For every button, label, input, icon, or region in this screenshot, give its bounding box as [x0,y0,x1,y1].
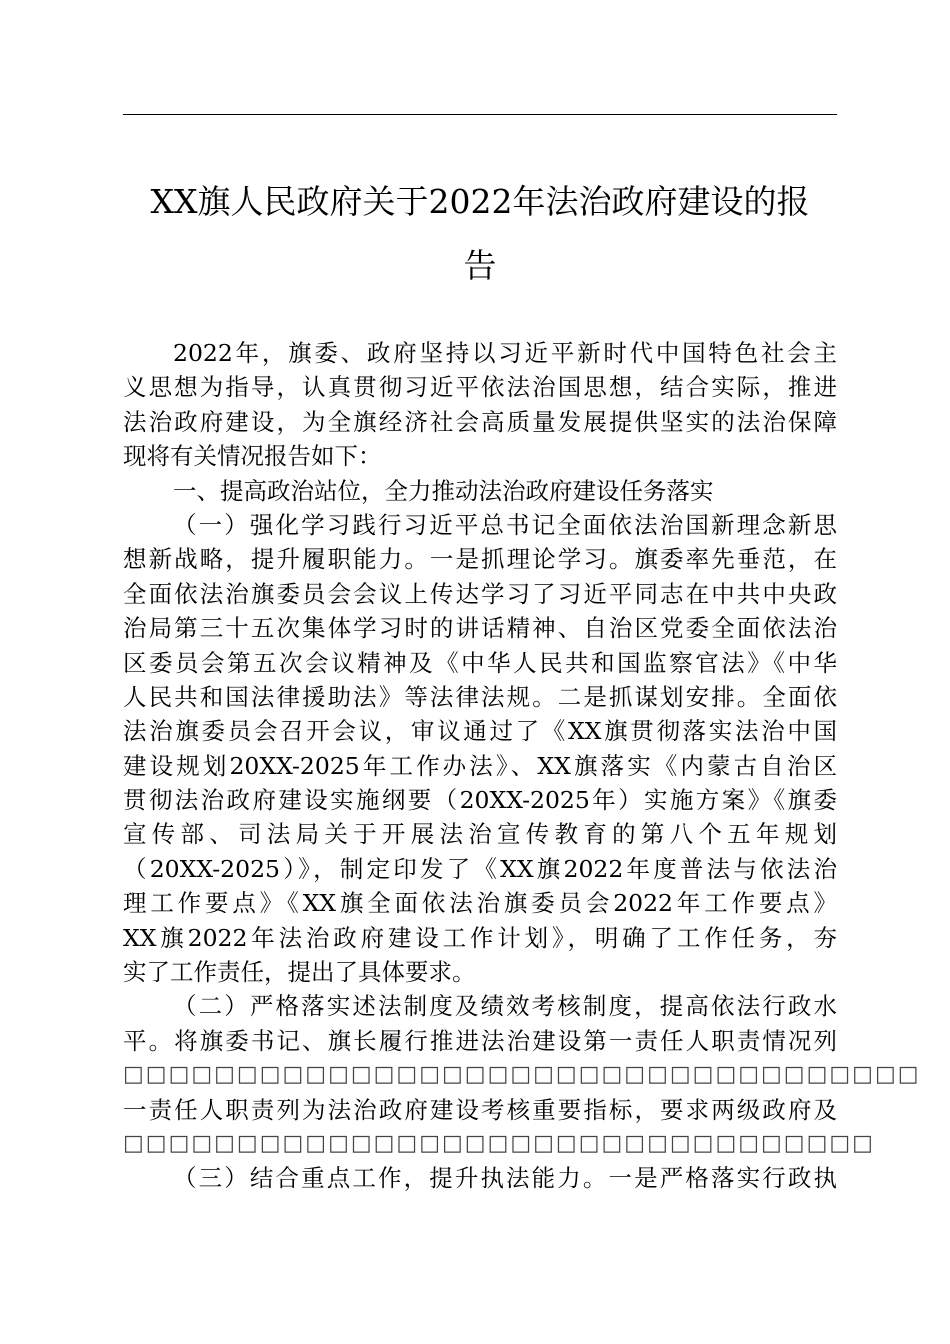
document-title [118,170,842,298]
body-line: XX旗2022年法治政府建设工作计划》，明确了工作任务，夯 [123,923,837,952]
subsection-heading: （三）结合重点工作，提升执法能力。一是严格落实行政执 [173,1164,837,1193]
body-line: 2022年，旗委、政府坚持以习近平新时代中国特色社会主 [173,339,837,367]
section-heading: 一、提高政治站位，全力推动法治政府建设任务落实 [173,476,714,505]
title-line-2: 告 [463,246,497,285]
garbled-line: □□□□□□□□□□□□□□□□□□□□□□□□□□□□□□□□□□□ [123,1062,921,1088]
body-line: 理工作要点》《XX旗全面依法治旗委员会2022年工作要点》 [123,889,837,918]
body-line: 建设规划20XX-2025年工作办法》、XX旗落实《内蒙古自治区 [123,751,837,780]
header-rule [123,114,837,115]
body-line: 区委员会第五次会议精神及《中华人民共和国监察官法》《中华 [123,648,837,677]
body-line: 平。将旗委书记、旗长履行推进法治建设第一责任人职责情况列 [123,1026,837,1055]
body-line: （20XX-2025）》，制定印发了《XX旗2022年度普法与依法治 [123,854,837,883]
body-line: 法治旗委员会召开会议，审议通过了《XX旗贯彻落实法治中国 [123,717,837,746]
body-line: 治局第三十五次集体学习时的讲话精神、自治区党委全面依法治 [123,614,837,643]
body-line: 法治政府建设，为全旗经济社会高质量发展提供坚实的法治保障 [123,407,837,436]
body-line: 一责任人职责列为法治政府建设考核重要指标，要求两级政府及 [123,1095,837,1124]
garbled-line: □□□□□□□□□□□□□□□□□□□□□□□□□□□□□□□□□ [123,1130,875,1156]
title-line-1: XX旗人民政府关于2022年法治政府建设的报 [150,182,810,221]
subsection-heading: （一）强化学习践行习近平总书记全面依法治国新理念新思 [173,510,837,539]
document-body [123,336,921,1196]
body-line: 现将有关情况报告如下： [123,442,382,471]
body-line: 全面依法治旗委员会会议上传达学习了习近平同志在中共中央政 [123,579,837,608]
body-line: 实了工作责任，提出了具体要求。 [123,958,476,987]
body-line: 义思想为指导，认真贯彻习近平依法治国思想，结合实际，推进 [123,373,837,402]
subsection-heading: （二）严格落实述法制度及绩效考核制度，提高依法行政水 [173,992,837,1021]
body-line: 贯彻法治政府建设实施纲要（20XX-2025年）实施方案》《旗委 [123,786,837,815]
body-line: 宣传部、司法局关于开展法治宣传教育的第八个五年规划 [123,820,837,849]
body-line: 人民共和国法律援助法》等法律法规。二是抓谋划安排。全面依 [123,682,837,711]
body-line: 想新战略，提升履职能力。一是抓理论学习。旗委率先垂范，在 [123,545,837,574]
